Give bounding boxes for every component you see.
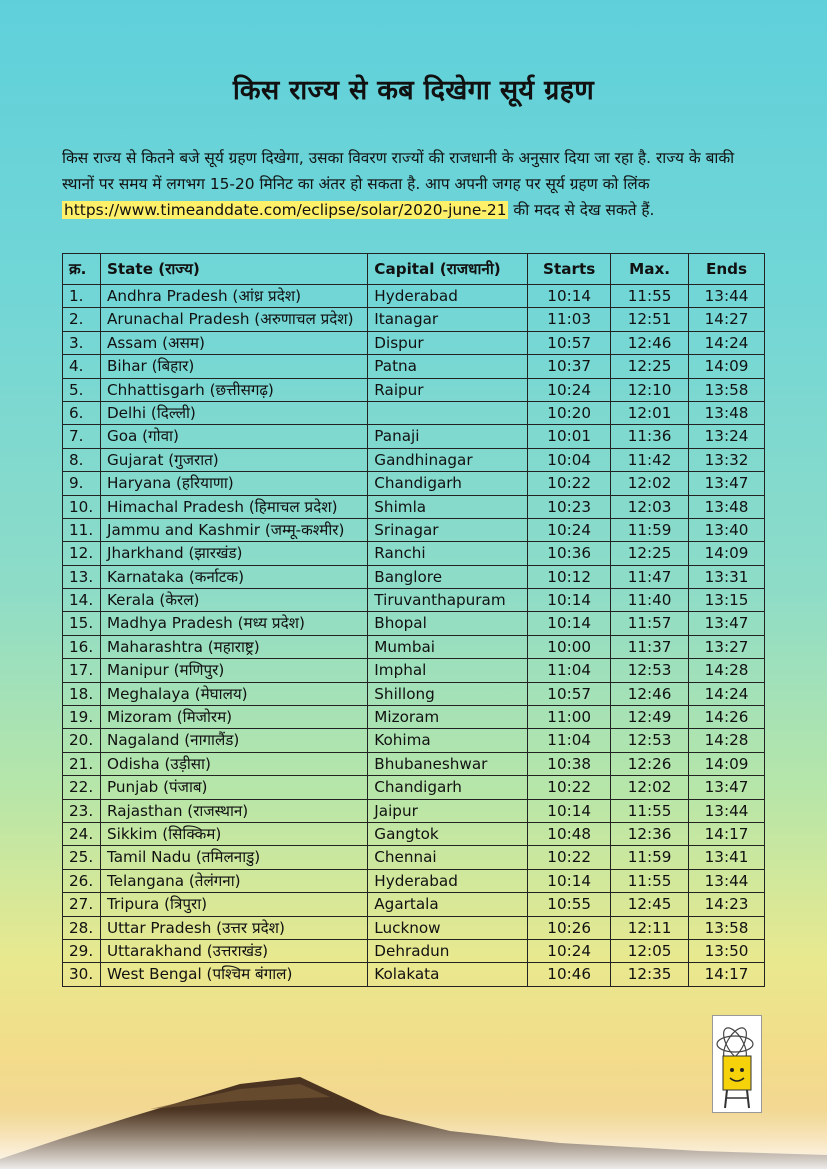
cell-capital: Srinagar [368,518,528,541]
table-row [63,846,765,869]
table-row [63,682,765,705]
cell-serial: 16. [63,635,101,658]
cell-state: Goa (गोवा) [100,425,367,448]
table-row [63,893,765,916]
cell-max: 12:02 [611,472,689,495]
cell-ends: 13:32 [689,448,765,471]
mountain-silhouette-icon [0,1039,827,1169]
cell-capital: Hyderabad [368,869,528,892]
cell-capital: Panaji [368,425,528,448]
cell-state: Bihar (बिहार) [100,355,367,378]
header-state: State (राज्य) [100,254,367,285]
cell-max: 12:25 [611,355,689,378]
cell-state: Manipur (मणिपुर) [100,659,367,682]
cell-serial: 10. [63,495,101,518]
cell-max: 11:55 [611,285,689,308]
cell-serial: 30. [63,963,101,986]
table-row [63,355,765,378]
cell-state: Uttar Pradesh (उत्तर प्रदेश) [100,916,367,939]
cell-max: 12:25 [611,542,689,565]
table-row [63,565,765,588]
cell-capital: Agartala [368,893,528,916]
cell-max: 11:57 [611,612,689,635]
eclipse-link[interactable]: https://www.timeanddate.com/eclipse/solar/2020-june-21 [64,201,507,220]
cell-ends: 13:44 [689,869,765,892]
cell-capital: Banglore [368,565,528,588]
table-row [63,635,765,658]
table-row [63,822,765,845]
cell-starts: 10:14 [528,589,611,612]
cell-capital: Raipur [368,378,528,401]
table-body [63,285,765,987]
cell-serial: 9. [63,472,101,495]
header-starts: Starts [528,254,611,285]
table-row [63,401,765,424]
cell-starts: 10:14 [528,285,611,308]
cell-capital: Lucknow [368,916,528,939]
cell-max: 12:10 [611,378,689,401]
table-row [63,495,765,518]
cell-serial: 17. [63,659,101,682]
cell-state: Jammu and Kashmir (जम्मू-कश्मीर) [100,518,367,541]
eclipse-timing-table [62,253,765,987]
table-row [63,916,765,939]
cell-ends: 14:17 [689,822,765,845]
cell-max: 12:05 [611,939,689,962]
cell-ends: 13:24 [689,425,765,448]
page-title: किस राज्य से कब दिखेगा सूर्य ग्रहण [232,75,595,107]
table-row [63,425,765,448]
table-row [63,378,765,401]
cell-max: 12:36 [611,822,689,845]
table-row [63,729,765,752]
cell-max: 11:55 [611,799,689,822]
cell-serial: 14. [63,589,101,612]
cell-starts: 10:01 [528,425,611,448]
cell-starts: 10:57 [528,682,611,705]
cell-starts: 10:12 [528,565,611,588]
cell-starts: 10:24 [528,939,611,962]
cell-max: 12:02 [611,776,689,799]
cell-capital: Tiruvanthapuram [368,589,528,612]
cell-serial: 12. [63,542,101,565]
cell-ends: 13:40 [689,518,765,541]
cell-state: Nagaland (नागालैंड) [100,729,367,752]
cell-capital: Ranchi [368,542,528,565]
cell-max: 12:01 [611,401,689,424]
cell-ends: 14:09 [689,355,765,378]
cell-capital: Mumbai [368,635,528,658]
cell-ends: 13:44 [689,285,765,308]
cell-capital: Jaipur [368,799,528,822]
cell-starts: 10:24 [528,518,611,541]
cell-serial: 21. [63,752,101,775]
cell-capital: Kohima [368,729,528,752]
cell-state: Delhi (दिल्ली) [100,401,367,424]
table-row [63,869,765,892]
cell-max: 12:11 [611,916,689,939]
cell-max: 12:49 [611,706,689,729]
cell-starts: 11:04 [528,729,611,752]
table-row [63,448,765,471]
table-row [63,799,765,822]
cell-state: Himachal Pradesh (हिमाचल प्रदेश) [100,495,367,518]
cell-serial: 1. [63,285,101,308]
cell-max: 11:55 [611,869,689,892]
cell-state: Sikkim (सिक्किम) [100,822,367,845]
cell-state: Jharkhand (झारखंड) [100,542,367,565]
cell-capital: Gangtok [368,822,528,845]
cell-serial: 11. [63,518,101,541]
cell-ends: 13:47 [689,472,765,495]
cell-state: Uttarakhand (उत्तराखंड) [100,939,367,962]
table-row [63,706,765,729]
cell-starts: 10:22 [528,776,611,799]
intro-text: किस राज्य से कितने बजे सूर्य ग्रहण दिखेगा, उसका विवरण राज्यों की राजधानी के अनुसार दिया जा रहा है. राज्य के बाकी स्थानों पर समय में लगभग 15-20 मिनिट का अंतर हो सकता है. आप अपनी जगह पर सूर्य ग्रहण को लिंक [62,149,735,194]
cell-ends: 13:27 [689,635,765,658]
cell-ends: 13:47 [689,776,765,799]
cell-serial: 27. [63,893,101,916]
cell-max: 11:59 [611,846,689,869]
table-row [63,939,765,962]
cell-starts: 10:14 [528,612,611,635]
table-row [63,589,765,612]
cell-serial: 28. [63,916,101,939]
table-row [63,542,765,565]
cell-max: 12:45 [611,893,689,916]
header-serial: क्र. [63,254,101,285]
cell-starts: 10:14 [528,799,611,822]
table-header-row [63,254,765,285]
cell-starts: 10:20 [528,401,611,424]
cell-capital: Gandhinagar [368,448,528,471]
cell-state: Mizoram (मिजोरम) [100,706,367,729]
cell-ends: 14:27 [689,308,765,331]
cell-max: 11:36 [611,425,689,448]
cell-state: Maharashtra (महाराष्ट्र) [100,635,367,658]
cell-starts: 10:38 [528,752,611,775]
cell-state: Gujarat (गुजरात) [100,448,367,471]
cell-serial: 5. [63,378,101,401]
table-row [63,776,765,799]
cell-starts: 10:23 [528,495,611,518]
cell-state: Chhattisgarh (छत्तीसगढ़) [100,378,367,401]
cell-ends: 13:47 [689,612,765,635]
cell-serial: 4. [63,355,101,378]
cell-capital: Imphal [368,659,528,682]
cell-capital: Hyderabad [368,285,528,308]
cell-state: Madhya Pradesh (मध्य प्रदेश) [100,612,367,635]
cell-max: 12:26 [611,752,689,775]
table-row [63,331,765,354]
cell-capital: Kolakata [368,963,528,986]
cell-capital: Itanagar [368,308,528,331]
cell-max: 11:40 [611,589,689,612]
cell-starts: 10:46 [528,963,611,986]
cell-max: 12:35 [611,963,689,986]
cell-state: West Bengal (पश्चिम बंगाल) [100,963,367,986]
cell-ends: 13:50 [689,939,765,962]
intro-text-end: की मदद से देख सकते हैं. [508,201,655,220]
cell-serial: 3. [63,331,101,354]
table-row [63,659,765,682]
cell-state: Assam (असम) [100,331,367,354]
cell-ends: 13:58 [689,916,765,939]
cell-max: 12:53 [611,729,689,752]
cell-serial: 26. [63,869,101,892]
cell-starts: 10:37 [528,355,611,378]
table-row [63,472,765,495]
table-row [63,308,765,331]
cell-serial: 24. [63,822,101,845]
cell-capital: Bhubaneshwar [368,752,528,775]
cell-capital [368,401,528,424]
cell-max: 11:37 [611,635,689,658]
cell-state: Tamil Nadu (तमिलनाडु) [100,846,367,869]
cell-max: 12:03 [611,495,689,518]
cell-max: 11:59 [611,518,689,541]
cell-max: 12:51 [611,308,689,331]
cell-state: Kerala (केरल) [100,589,367,612]
cell-starts: 10:00 [528,635,611,658]
cell-serial: 29. [63,939,101,962]
cell-starts: 10:55 [528,893,611,916]
cell-capital: Chandigarh [368,472,528,495]
cell-max: 12:46 [611,331,689,354]
cell-max: 12:46 [611,682,689,705]
cell-serial: 23. [63,799,101,822]
cell-ends: 13:31 [689,565,765,588]
cell-starts: 10:57 [528,331,611,354]
cell-starts: 10:22 [528,846,611,869]
header-max: Max. [611,254,689,285]
cell-starts: 10:14 [528,869,611,892]
cell-starts: 10:48 [528,822,611,845]
cell-ends: 14:28 [689,659,765,682]
cell-ends: 13:48 [689,495,765,518]
cell-state: Meghalaya (मेघालय) [100,682,367,705]
cell-serial: 20. [63,729,101,752]
science-mascot-icon [712,1015,762,1113]
intro-paragraph [62,145,767,223]
cell-capital: Shimla [368,495,528,518]
cell-capital: Bhopal [368,612,528,635]
cell-capital: Mizoram [368,706,528,729]
cell-starts: 11:03 [528,308,611,331]
cell-state: Tripura (त्रिपुरा) [100,893,367,916]
cell-serial: 2. [63,308,101,331]
cell-starts: 11:04 [528,659,611,682]
cell-ends: 13:44 [689,799,765,822]
table-row [63,518,765,541]
cell-starts: 10:04 [528,448,611,471]
cell-ends: 14:09 [689,752,765,775]
cell-capital: Patna [368,355,528,378]
cell-ends: 14:26 [689,706,765,729]
cell-capital: Shillong [368,682,528,705]
cell-ends: 14:09 [689,542,765,565]
table-row [63,612,765,635]
cell-ends: 13:41 [689,846,765,869]
cell-ends: 13:48 [689,401,765,424]
cell-ends: 13:58 [689,378,765,401]
cell-starts: 10:26 [528,916,611,939]
cell-capital: Dehradun [368,939,528,962]
cell-serial: 13. [63,565,101,588]
cell-state: Haryana (हरियाणा) [100,472,367,495]
cell-state: Telangana (तेलंगना) [100,869,367,892]
cell-starts: 10:22 [528,472,611,495]
cell-state: Karnataka (कर्नाटक) [100,565,367,588]
cell-state: Andhra Pradesh (आंध्र प्रदेश) [100,285,367,308]
table-row [63,285,765,308]
cell-ends: 14:24 [689,682,765,705]
cell-ends: 14:23 [689,893,765,916]
table-row [63,752,765,775]
cell-capital: Chandigarh [368,776,528,799]
header-ends: Ends [689,254,765,285]
cell-state: Rajasthan (राजस्थान) [100,799,367,822]
cell-serial: 8. [63,448,101,471]
cell-state: Arunachal Pradesh (अरुणाचल प्रदेश) [100,308,367,331]
header-capital: Capital (राजधानी) [368,254,528,285]
cell-capital: Chennai [368,846,528,869]
cell-serial: 6. [63,401,101,424]
cell-max: 11:47 [611,565,689,588]
cell-serial: 19. [63,706,101,729]
cell-starts: 10:36 [528,542,611,565]
cell-starts: 11:00 [528,706,611,729]
cell-starts: 10:24 [528,378,611,401]
cell-state: Punjab (पंजाब) [100,776,367,799]
cell-ends: 13:15 [689,589,765,612]
cell-serial: 22. [63,776,101,799]
cell-ends: 14:24 [689,331,765,354]
cell-max: 11:42 [611,448,689,471]
cell-ends: 14:28 [689,729,765,752]
cell-capital: Dispur [368,331,528,354]
cell-serial: 7. [63,425,101,448]
cell-state: Odisha (उड़ीसा) [100,752,367,775]
cell-serial: 18. [63,682,101,705]
cell-serial: 25. [63,846,101,869]
cell-max: 12:53 [611,659,689,682]
cell-ends: 14:17 [689,963,765,986]
cell-serial: 15. [63,612,101,635]
table-row [63,963,765,986]
